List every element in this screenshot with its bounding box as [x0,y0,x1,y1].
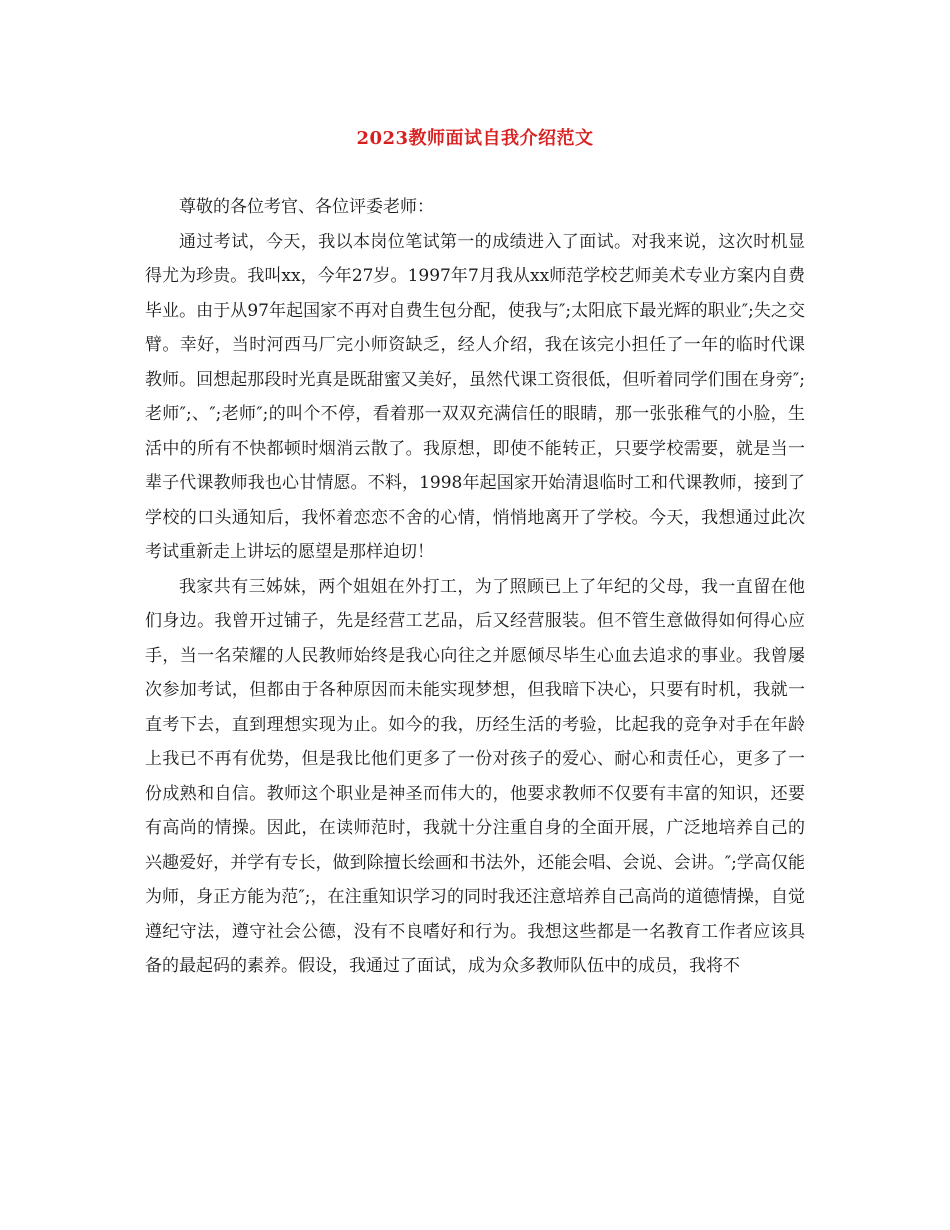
document-title: 2023教师面试自我介绍范文 [356,128,594,149]
body-paragraph: 通过考试，今天，我以本岗位笔试第一的成绩进入了面试。对我来说，这次时机显得尤为珍贵。我叫xx，今年27岁。1997年7月我从xx师范学校艺师美术专业方案内自费毕业。由于从97年起国家不再对自费生包分配，使我与″;太阳底下最光辉的职业″;失之交臂。幸好，当时河西马厂完小师资缺乏，经人介绍，我在该完小担任了一年的临时代课教师。回想起那段时光真是既甜蜜又美好，虽然代课工资很低，但听着同学们围在身旁″;老师″;、″;老师″;的叫个不停，看着那一双双充满信任的眼睛，那一张张稚气的小脸，生活中的所有不快都顿时烟消云散了。我原想，即使不能转正，只要学校需要，就是当一辈子代课教师我也心甘情愿。不料，1998年起国家开始清退临时工和代课教师，接到了学校的口头通知后，我怀着恋恋不舍的心情，悄悄地离开了学校。今天，我想通过此次考试重新走上讲坛的愿望是那样迫切！ [145,231,805,562]
body-paragraph: 我家共有三姊妹，两个姐姐在外打工，为了照顾已上了年纪的父母，我一直留在他们身边。我曾开过铺子，先是经营工艺品，后又经营服装。但不管生意做得如何得心应手，当一名荣耀的人民教师始终是我心向往之并愿倾尽毕生心血去追求的事业。我曾屡次参加考试，但都由于各种原因而未能实现梦想，但我暗下决心，只要有时机，我就一直考下去，直到理想实现为止。如今的我，历经生活的考验，比起我的竞争对手在年龄上我已不再有优势，但是我比他们更多了一份对孩子的爱心、耐心和责任心，更多了一份成熟和自信。教师这个职业是神圣而伟大的，他要求教师不仅要有丰富的知识，还要有高尚的情操。因此，在读师范时，我就十分注重自身的全面开展，广泛地培养自己的兴趣爱好，并学有专长，做到除擅长绘画和书法外，还能会唱、会说、会讲。″;学高仅能为师，身正方能为范″;，在注重知识学习的同时我还注意培养自己高尚的道德情操，自觉遵纪守法，遵守社会公德，没有不良嗜好和行为。我想这些都是一名教育工作者应该具备的最起码的素养。假设，我通过了面试，成为众多教师队伍中的成员，我将不 [145,576,805,976]
document-body [145,190,805,984]
greeting-paragraph: 尊敬的各位考官、各位评委老师： [179,197,434,217]
